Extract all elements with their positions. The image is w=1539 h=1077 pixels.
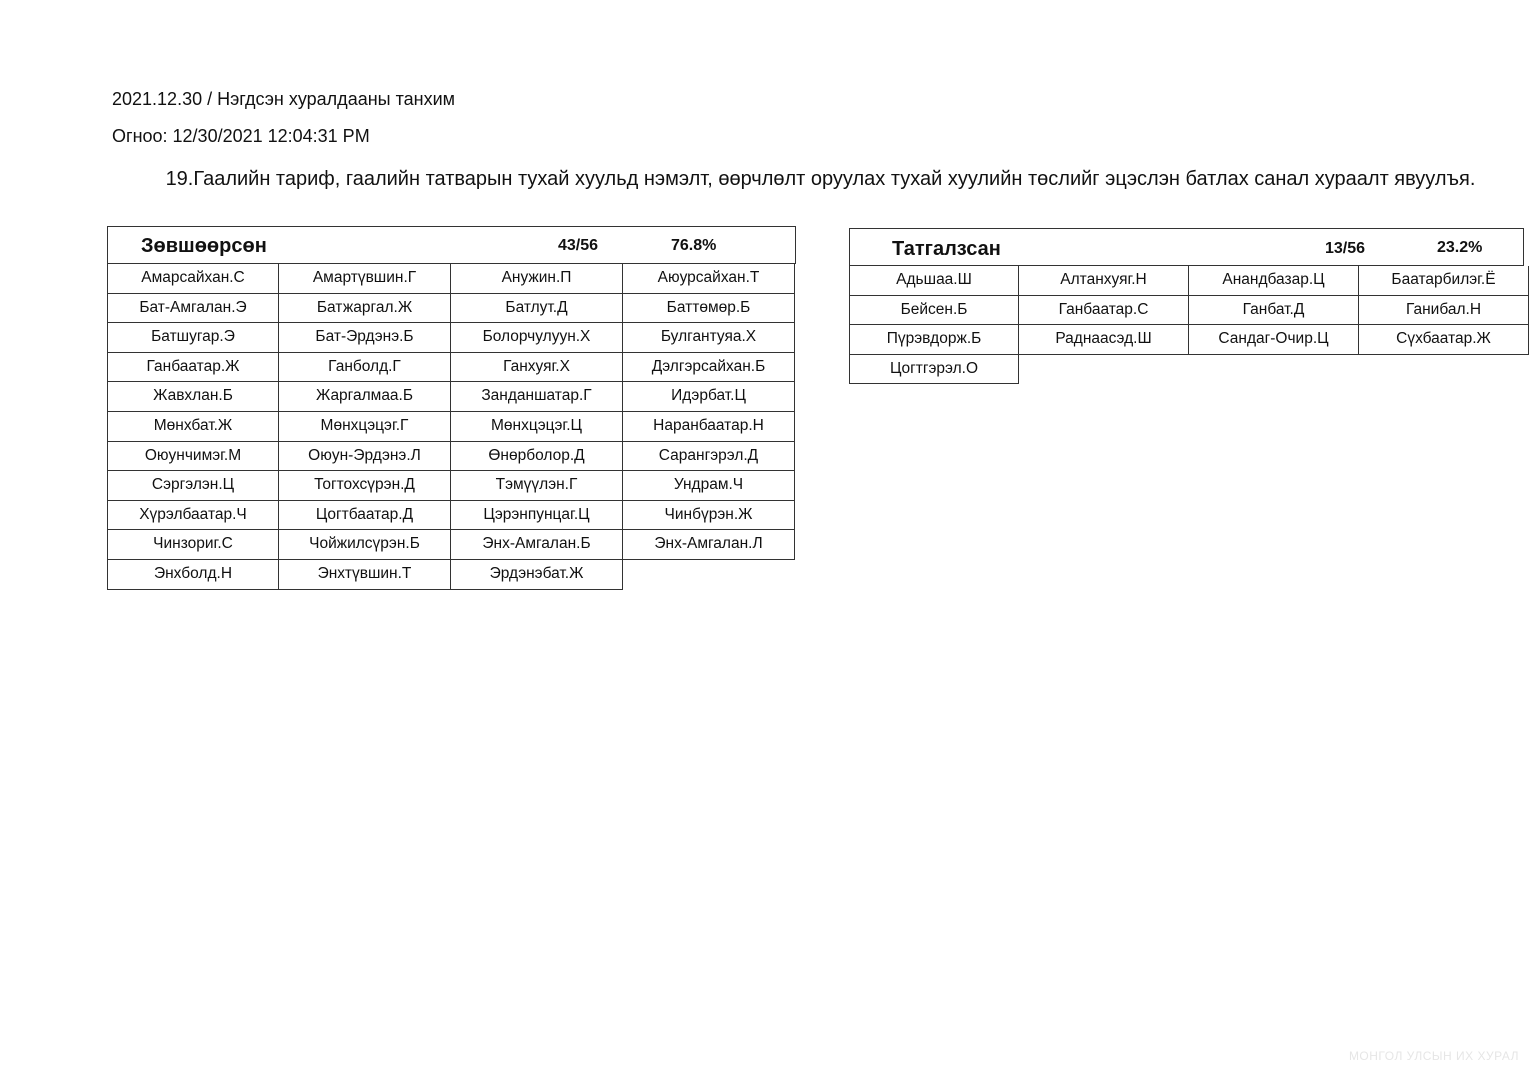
member-name-cell: Баттөмөр.Б	[623, 294, 795, 324]
member-name-cell: Чинбүрэн.Ж	[623, 501, 795, 531]
member-name-cell: Ганбат.Д	[1189, 296, 1359, 326]
member-name-cell: Бат-Амгалан.Э	[107, 294, 279, 324]
member-name-cell: Ганибал.Н	[1359, 296, 1529, 326]
member-name-cell: Сүхбаатар.Ж	[1359, 325, 1529, 355]
member-name-cell: Бейсен.Б	[849, 296, 1019, 326]
member-name-cell: Идэрбат.Ц	[623, 382, 795, 412]
member-name-cell: Тэмүүлэн.Г	[451, 471, 623, 501]
member-name-cell: Анужин.П	[451, 264, 623, 294]
member-name-cell: Наранбаатар.Н	[623, 412, 795, 442]
member-name-cell: Оюун-Эрдэнэ.Л	[279, 442, 451, 472]
member-name-cell: Адьшаа.Ш	[849, 266, 1019, 296]
member-name-cell: Эрдэнэбат.Ж	[451, 560, 623, 590]
member-name-cell: Болорчулуун.Х	[451, 323, 623, 353]
member-name-cell: Батшугар.Э	[107, 323, 279, 353]
member-name-cell: Ганхуяг.Х	[451, 353, 623, 383]
approve-block	[107, 226, 796, 590]
member-name-cell: Цэрэнпунцаг.Ц	[451, 501, 623, 531]
reject-count: 13/56	[1325, 240, 1366, 257]
member-name-cell: Тогтохсүрэн.Д	[279, 471, 451, 501]
member-name-cell: Энх-Амгалан.Б	[451, 530, 623, 560]
reject-block	[849, 228, 1524, 384]
member-name-cell: Ганбаатар.С	[1019, 296, 1189, 326]
reject-names-grid	[849, 266, 1524, 384]
member-name-cell: Баатарбилэг.Ё	[1359, 266, 1529, 296]
member-name-cell: Анандбазар.Ц	[1189, 266, 1359, 296]
member-name-cell: Чинзориг.С	[107, 530, 279, 560]
footer-watermark: МОНГОЛ УЛСЫН ИХ ХУРАЛ	[1348, 1049, 1519, 1063]
member-name-cell: Сарангэрэл.Д	[623, 442, 795, 472]
member-name-cell: Сэргэлэн.Ц	[107, 471, 279, 501]
reject-header	[849, 228, 1524, 266]
approve-label: Зөвшөөрсөн	[141, 235, 267, 257]
approve-count: 43/56	[558, 237, 599, 254]
member-name-cell: Жаргалмаа.Б	[279, 382, 451, 412]
member-name-cell: Дэлгэрсайхан.Б	[623, 353, 795, 383]
member-name-cell: Амарсайхан.С	[107, 264, 279, 294]
member-name-cell: Аюурсайхан.Т	[623, 264, 795, 294]
member-name-cell: Амартүвшин.Г	[279, 264, 451, 294]
member-name-cell: Раднаасэд.Ш	[1019, 325, 1189, 355]
approve-percent: 76.8%	[671, 237, 717, 254]
member-name-cell: Пүрэвдорж.Б	[849, 325, 1019, 355]
member-name-cell: Батлут.Д	[451, 294, 623, 324]
agenda-title: 19.Гаалийн тариф, гаалийн татварын тухай хуульд нэмэлт, өөрчлөлт оруулах тухай хуулийн төслийг эцэслэн батлах санал хураалт явуулъя.	[165, 168, 1476, 190]
reject-percent: 23.2%	[1437, 239, 1483, 256]
member-name-cell: Бат-Эрдэнэ.Б	[279, 323, 451, 353]
member-name-cell: Өнөрболор.Д	[451, 442, 623, 472]
member-name-cell: Батжаргал.Ж	[279, 294, 451, 324]
member-name-cell: Мөнхцэцэг.Ц	[451, 412, 623, 442]
reject-label: Татгалзсан	[892, 238, 1001, 260]
member-name-cell: Ганболд.Г	[279, 353, 451, 383]
member-name-cell: Цогтгэрэл.О	[849, 355, 1019, 385]
member-name-cell: Цогтбаатар.Д	[279, 501, 451, 531]
member-name-cell: Ганбаатар.Ж	[107, 353, 279, 383]
member-name-cell: Сандаг-Очир.Ц	[1189, 325, 1359, 355]
member-name-cell: Энхболд.Н	[107, 560, 279, 590]
member-name-cell: Ундрам.Ч	[623, 471, 795, 501]
member-name-cell: Хүрэлбаатар.Ч	[107, 501, 279, 531]
member-name-cell: Оюунчимэг.М	[107, 442, 279, 472]
member-name-cell: Булгантуяа.Х	[623, 323, 795, 353]
approve-header	[107, 226, 796, 264]
member-name-cell: Энх-Амгалан.Л	[623, 530, 795, 560]
member-name-cell: Занданшатар.Г	[451, 382, 623, 412]
member-name-cell: Алтанхуяг.Н	[1019, 266, 1189, 296]
member-name-cell: Мөнхбат.Ж	[107, 412, 279, 442]
approve-names-grid	[107, 264, 796, 590]
member-name-cell: Мөнхцэцэг.Г	[279, 412, 451, 442]
date-line: Огноо: 12/30/2021 12:04:31 PM	[112, 126, 370, 146]
member-name-cell: Чойжилсүрэн.Б	[279, 530, 451, 560]
member-name-cell: Жавхлан.Б	[107, 382, 279, 412]
member-name-cell: Энхтүвшин.Т	[279, 560, 451, 590]
session-line: 2021.12.30 / Нэгдсэн хуралдааны танхим	[112, 89, 456, 109]
